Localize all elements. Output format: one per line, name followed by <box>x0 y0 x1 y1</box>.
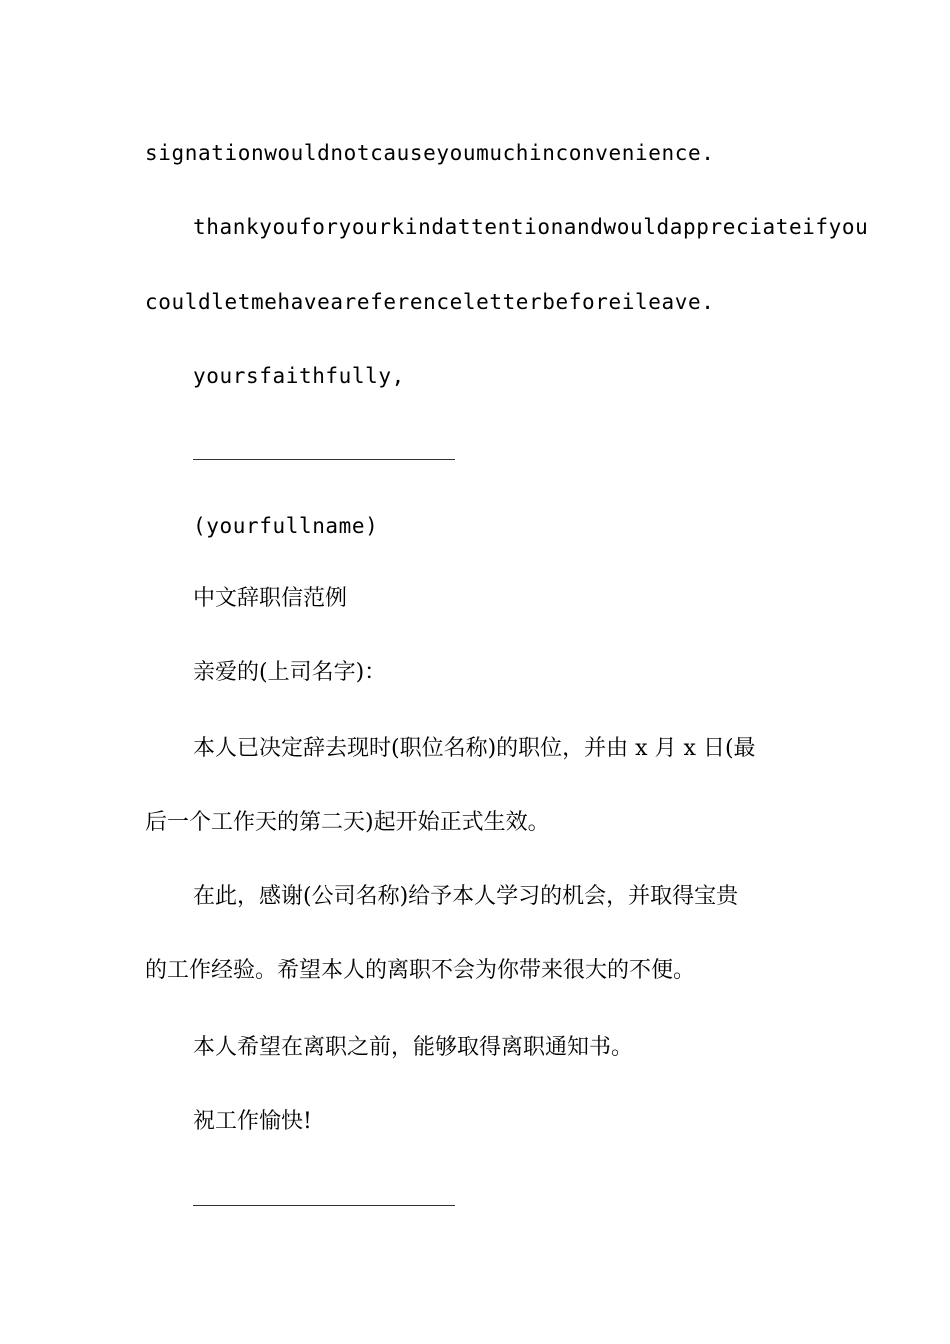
chinese-paragraph-1-line-1: 本人已决定辞去现时(职位名称)的职位，并由 x 月 x 日(最 <box>193 736 756 761</box>
signature-line-english <box>193 459 455 460</box>
chinese-paragraph-3: 本人希望在离职之前，能够取得离职通知书。 <box>193 1035 634 1060</box>
chinese-paragraph-2-line-1: 在此，感谢(公司名称)给予本人学习的机会，并取得宝贵 <box>193 884 739 909</box>
chinese-paragraph-2-line-2: 的工作经验。希望本人的离职不会为你带来很大的不便。 <box>145 958 696 983</box>
english-closing: yoursfaithfully, <box>193 364 405 388</box>
english-letter-line-3: couldletmehaveareferenceletterbeforeileave. <box>145 290 715 314</box>
chinese-paragraph-1-line-2: 后一个工作天的第二天)起开始正式生效。 <box>145 810 550 835</box>
chinese-salutation: 亲爱的(上司名字)： <box>193 660 387 685</box>
signature-line-chinese <box>193 1205 455 1206</box>
english-letter-line-2: thankyouforyourkindattentionandwouldappreciateifyou <box>193 215 869 239</box>
english-full-name-placeholder: (yourfullname) <box>193 514 379 538</box>
english-letter-line-1: signationwouldnotcauseyoumuchinconvenience. <box>145 141 715 165</box>
chinese-letter-heading: 中文辞职信范例 <box>193 586 348 611</box>
chinese-closing: 祝工作愉快! <box>193 1109 312 1134</box>
